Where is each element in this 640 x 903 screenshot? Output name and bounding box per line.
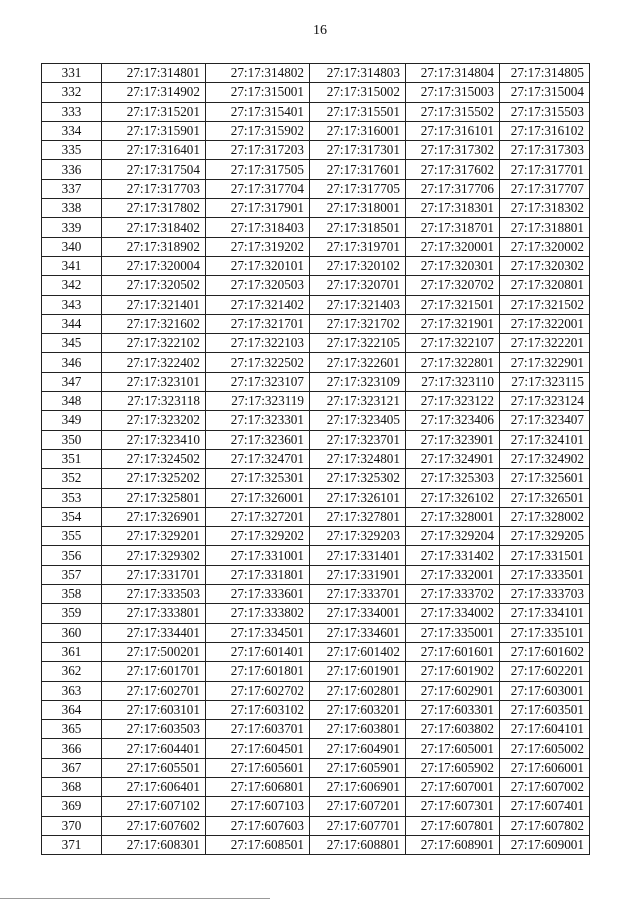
table-row — [42, 835, 590, 854]
cadastral-number-cell: 27:17:323115 — [500, 372, 590, 391]
cadastral-number-cell: 27:17:324502 — [102, 449, 206, 468]
row-number-cell: 362 — [42, 662, 102, 681]
table-row — [42, 218, 590, 237]
table-row — [42, 392, 590, 411]
cadastral-number-cell: 27:17:325302 — [310, 469, 406, 488]
row-number-cell: 369 — [42, 797, 102, 816]
cadastral-number-cell: 27:17:601801 — [206, 662, 310, 681]
cadastral-number-cell: 27:17:322502 — [206, 353, 310, 372]
cadastral-number-cell: 27:17:607201 — [310, 797, 406, 816]
cadastral-number-cell: 27:17:321501 — [406, 295, 500, 314]
cadastral-number-cell: 27:17:323122 — [406, 392, 500, 411]
cadastral-number-cell: 27:17:602901 — [406, 681, 500, 700]
row-number-cell: 341 — [42, 256, 102, 275]
cadastral-number-cell: 27:17:322201 — [500, 334, 590, 353]
cadastral-number-cell: 27:17:323410 — [102, 430, 206, 449]
table-row — [42, 314, 590, 333]
cadastral-number-cell: 27:17:314804 — [406, 64, 500, 83]
table-row — [42, 527, 590, 546]
cadastral-number-cell: 27:17:606401 — [102, 777, 206, 796]
cadastral-number-cell: 27:17:607701 — [310, 816, 406, 835]
row-number-cell: 367 — [42, 758, 102, 777]
cadastral-number-cell: 27:17:601902 — [406, 662, 500, 681]
cadastral-number-cell: 27:17:603503 — [102, 720, 206, 739]
table-row — [42, 681, 590, 700]
table-row — [42, 256, 590, 275]
cadastral-number-cell: 27:17:316001 — [310, 121, 406, 140]
cadastral-number-cell: 27:17:314801 — [102, 64, 206, 83]
row-number-cell: 368 — [42, 777, 102, 796]
cadastral-number-cell: 27:17:319701 — [310, 237, 406, 256]
cadastral-number-cell: 27:17:326501 — [500, 488, 590, 507]
table-row — [42, 565, 590, 584]
cadastral-number-cell: 27:17:315201 — [102, 102, 206, 121]
table-row — [42, 353, 590, 372]
cadastral-number-cell: 27:17:320502 — [102, 276, 206, 295]
table-row — [42, 623, 590, 642]
cadastral-number-cell: 27:17:607002 — [500, 777, 590, 796]
cadastral-number-cell: 27:17:332001 — [406, 565, 500, 584]
cadastral-number-cell: 27:17:331901 — [310, 565, 406, 584]
cadastral-number-cell: 27:17:321602 — [102, 314, 206, 333]
cadastral-number-cell: 27:17:331701 — [102, 565, 206, 584]
cadastral-number-cell: 27:17:603102 — [206, 700, 310, 719]
cadastral-number-cell: 27:17:334002 — [406, 604, 500, 623]
cadastral-number-cell: 27:17:607102 — [102, 797, 206, 816]
table-row — [42, 758, 590, 777]
table-row — [42, 488, 590, 507]
table-row — [42, 777, 590, 796]
cadastral-number-cell: 27:17:604101 — [500, 720, 590, 739]
row-number-cell: 350 — [42, 430, 102, 449]
cadastral-number-cell: 27:17:334401 — [102, 623, 206, 642]
cadastral-number-cell: 27:17:601602 — [500, 642, 590, 661]
cadastral-number-cell: 27:17:328001 — [406, 507, 500, 526]
table-row — [42, 334, 590, 353]
cadastral-number-cell: 27:17:322901 — [500, 353, 590, 372]
cadastral-number-cell: 27:17:324701 — [206, 449, 310, 468]
cadastral-number-cell: 27:17:603301 — [406, 700, 500, 719]
table-row — [42, 102, 590, 121]
row-number-cell: 363 — [42, 681, 102, 700]
cadastral-number-cell: 27:17:317901 — [206, 199, 310, 218]
cadastral-number-cell: 27:17:601901 — [310, 662, 406, 681]
row-number-cell: 351 — [42, 449, 102, 468]
table-row — [42, 64, 590, 83]
cadastral-number-cell: 27:17:607801 — [406, 816, 500, 835]
cadastral-number-cell: 27:17:317504 — [102, 160, 206, 179]
cadastral-number-cell: 27:17:320801 — [500, 276, 590, 295]
cadastral-number-cell: 27:17:317301 — [310, 141, 406, 160]
cadastral-number-cell: 27:17:329201 — [102, 527, 206, 546]
cadastral-number-cell: 27:17:604501 — [206, 739, 310, 758]
row-number-cell: 336 — [42, 160, 102, 179]
table-row — [42, 739, 590, 758]
cadastral-number-cell: 27:17:605501 — [102, 758, 206, 777]
cadastral-number-cell: 27:17:321702 — [310, 314, 406, 333]
cadastral-number-cell: 27:17:321403 — [310, 295, 406, 314]
cadastral-number-cell: 27:17:315004 — [500, 83, 590, 102]
cadastral-number-cell: 27:17:315001 — [206, 83, 310, 102]
cadastral-number-cell: 27:17:325202 — [102, 469, 206, 488]
cadastral-number-cell: 27:17:329203 — [310, 527, 406, 546]
cadastral-number-cell: 27:17:327801 — [310, 507, 406, 526]
cadastral-number-cell: 27:17:318001 — [310, 199, 406, 218]
cadastral-number-cell: 27:17:318501 — [310, 218, 406, 237]
row-number-cell: 371 — [42, 835, 102, 854]
cadastral-number-cell: 27:17:605902 — [406, 758, 500, 777]
cadastral-number-cell: 27:17:325801 — [102, 488, 206, 507]
cadastral-number-cell: 27:17:329204 — [406, 527, 500, 546]
table-row — [42, 546, 590, 565]
cadastral-number-cell: 27:17:321701 — [206, 314, 310, 333]
row-number-cell: 334 — [42, 121, 102, 140]
cadastral-number-cell: 27:17:609001 — [500, 835, 590, 854]
cadastral-number-cell: 27:17:315502 — [406, 102, 500, 121]
cadastral-number-cell: 27:17:314802 — [206, 64, 310, 83]
cadastral-number-cell: 27:17:314803 — [310, 64, 406, 83]
row-number-cell: 366 — [42, 739, 102, 758]
cadastral-number-cell: 27:17:323701 — [310, 430, 406, 449]
cadastral-number-cell: 27:17:320701 — [310, 276, 406, 295]
cadastral-number-cell: 27:17:315003 — [406, 83, 500, 102]
table-body — [42, 64, 590, 855]
cadastral-number-cell: 27:17:315501 — [310, 102, 406, 121]
row-number-cell: 344 — [42, 314, 102, 333]
cadastral-number-cell: 27:17:335101 — [500, 623, 590, 642]
cadastral-number-cell: 27:17:317706 — [406, 179, 500, 198]
cadastral-number-cell: 27:17:315902 — [206, 121, 310, 140]
cadastral-number-cell: 27:17:315503 — [500, 102, 590, 121]
cadastral-number-cell: 27:17:601401 — [206, 642, 310, 661]
row-number-cell: 352 — [42, 469, 102, 488]
row-number-cell: 338 — [42, 199, 102, 218]
cadastral-number-cell: 27:17:607602 — [102, 816, 206, 835]
cadastral-number-cell: 27:17:603201 — [310, 700, 406, 719]
row-number-cell: 361 — [42, 642, 102, 661]
table-row — [42, 816, 590, 835]
row-number-cell: 331 — [42, 64, 102, 83]
table-row — [42, 411, 590, 430]
table-row — [42, 372, 590, 391]
cadastral-number-cell: 27:17:331001 — [206, 546, 310, 565]
row-number-cell: 357 — [42, 565, 102, 584]
cadastral-number-cell: 27:17:325303 — [406, 469, 500, 488]
cadastral-number-cell: 27:17:326102 — [406, 488, 500, 507]
cadastral-number-cell: 27:17:605002 — [500, 739, 590, 758]
cadastral-number-cell: 27:17:608301 — [102, 835, 206, 854]
cadastral-number-cell: 27:17:321402 — [206, 295, 310, 314]
cadastral-number-cell: 27:17:326901 — [102, 507, 206, 526]
row-number-cell: 358 — [42, 585, 102, 604]
cadastral-number-cell: 27:17:320503 — [206, 276, 310, 295]
cadastral-number-cell: 27:17:334101 — [500, 604, 590, 623]
cadastral-number-cell: 27:17:323202 — [102, 411, 206, 430]
table-row — [42, 507, 590, 526]
cadastral-number-cell: 27:17:325301 — [206, 469, 310, 488]
cadastral-number-cell: 27:17:315401 — [206, 102, 310, 121]
cadastral-number-cell: 27:17:333501 — [500, 565, 590, 584]
cadastral-number-cell: 27:17:601402 — [310, 642, 406, 661]
cadastral-number-cell: 27:17:316401 — [102, 141, 206, 160]
cadastral-number-cell: 27:17:318902 — [102, 237, 206, 256]
cadastral-number-cell: 27:17:318403 — [206, 218, 310, 237]
cadastral-number-cell: 27:17:318302 — [500, 199, 590, 218]
cadastral-number-cell: 27:17:325601 — [500, 469, 590, 488]
row-number-cell: 337 — [42, 179, 102, 198]
cadastral-number-cell: 27:17:318701 — [406, 218, 500, 237]
cadastral-number-cell: 27:17:320302 — [500, 256, 590, 275]
cadastral-number-cell: 27:17:603501 — [500, 700, 590, 719]
cadastral-number-cell: 27:17:317601 — [310, 160, 406, 179]
cadastral-number-cell: 27:17:602702 — [206, 681, 310, 700]
cadastral-number-cell: 27:17:331501 — [500, 546, 590, 565]
cadastral-number-cell: 27:17:324901 — [406, 449, 500, 468]
cadastral-number-cell: 27:17:333503 — [102, 585, 206, 604]
cadastral-number-cell: 27:17:607603 — [206, 816, 310, 835]
table-row — [42, 199, 590, 218]
table-row — [42, 642, 590, 661]
row-number-cell: 370 — [42, 816, 102, 835]
table-row — [42, 141, 590, 160]
table-row — [42, 179, 590, 198]
row-number-cell: 347 — [42, 372, 102, 391]
table-row — [42, 121, 590, 140]
cadastral-number-cell: 27:17:605901 — [310, 758, 406, 777]
cadastral-number-cell: 27:17:331401 — [310, 546, 406, 565]
table-row — [42, 83, 590, 102]
cadastral-number-cell: 27:17:322103 — [206, 334, 310, 353]
cadastral-number-cell: 27:17:323405 — [310, 411, 406, 430]
row-number-cell: 349 — [42, 411, 102, 430]
cadastral-number-cell: 27:17:320004 — [102, 256, 206, 275]
cadastral-number-cell: 27:17:322102 — [102, 334, 206, 353]
cadastral-number-cell: 27:17:608501 — [206, 835, 310, 854]
cadastral-number-cell: 27:17:322601 — [310, 353, 406, 372]
cadastral-number-cell: 27:17:321401 — [102, 295, 206, 314]
table-row — [42, 797, 590, 816]
cadastral-number-cell: 27:17:320002 — [500, 237, 590, 256]
cadastral-number-cell: 27:17:327201 — [206, 507, 310, 526]
row-number-cell: 335 — [42, 141, 102, 160]
cadastral-number-cell: 27:17:324801 — [310, 449, 406, 468]
cadastral-number-cell: 27:17:601601 — [406, 642, 500, 661]
row-number-cell: 353 — [42, 488, 102, 507]
row-number-cell: 333 — [42, 102, 102, 121]
cadastral-number-cell: 27:17:324902 — [500, 449, 590, 468]
row-number-cell: 364 — [42, 700, 102, 719]
cadastral-number-cell: 27:17:317701 — [500, 160, 590, 179]
row-number-cell: 354 — [42, 507, 102, 526]
cadastral-number-cell: 27:17:323121 — [310, 392, 406, 411]
footer-rule — [0, 898, 270, 899]
row-number-cell: 346 — [42, 353, 102, 372]
table-row — [42, 662, 590, 681]
cadastral-number-cell: 27:17:334601 — [310, 623, 406, 642]
cadastral-number-cell: 27:17:323119 — [206, 392, 310, 411]
table-row — [42, 469, 590, 488]
cadastral-number-cell: 27:17:333801 — [102, 604, 206, 623]
row-number-cell: 355 — [42, 527, 102, 546]
row-number-cell: 356 — [42, 546, 102, 565]
cadastral-number-cell: 27:17:606801 — [206, 777, 310, 796]
cadastral-number-cell: 27:17:317802 — [102, 199, 206, 218]
cadastral-number-cell: 27:17:606001 — [500, 758, 590, 777]
cadastral-number-cell: 27:17:320702 — [406, 276, 500, 295]
cadastral-number-cell: 27:17:323901 — [406, 430, 500, 449]
cadastral-number-cell: 27:17:329205 — [500, 527, 590, 546]
cadastral-number-cell: 27:17:333703 — [500, 585, 590, 604]
cadastral-number-cell: 27:17:326001 — [206, 488, 310, 507]
cadastral-number-cell: 27:17:333601 — [206, 585, 310, 604]
cadastral-number-cell: 27:17:322107 — [406, 334, 500, 353]
cadastral-number-cell: 27:17:331801 — [206, 565, 310, 584]
cadastral-number-cell: 27:17:321901 — [406, 314, 500, 333]
cadastral-number-cell: 27:17:602801 — [310, 681, 406, 700]
table-row — [42, 276, 590, 295]
cadastral-number-cell: 27:17:329302 — [102, 546, 206, 565]
table-row — [42, 160, 590, 179]
row-number-cell: 339 — [42, 218, 102, 237]
cadastral-number-cell: 27:17:608901 — [406, 835, 500, 854]
cadastral-number-cell: 27:17:607802 — [500, 816, 590, 835]
cadastral-number-cell: 27:17:608801 — [310, 835, 406, 854]
cadastral-number-cell: 27:17:322105 — [310, 334, 406, 353]
cadastral-number-cell: 27:17:605601 — [206, 758, 310, 777]
row-number-cell: 365 — [42, 720, 102, 739]
table-row — [42, 585, 590, 604]
cadastral-number-cell: 27:17:318801 — [500, 218, 590, 237]
table-row — [42, 604, 590, 623]
cadastral-number-cell: 27:17:316102 — [500, 121, 590, 140]
cadastral-number-cell: 27:17:317705 — [310, 179, 406, 198]
cadastral-number-cell: 27:17:603801 — [310, 720, 406, 739]
cadastral-number-cell: 27:17:319202 — [206, 237, 310, 256]
table-row — [42, 237, 590, 256]
cadastral-number-cell: 27:17:323301 — [206, 411, 310, 430]
cadastral-number-cell: 27:17:317707 — [500, 179, 590, 198]
cadastral-number-cell: 27:17:322001 — [500, 314, 590, 333]
row-number-cell: 332 — [42, 83, 102, 102]
cadastral-number-cell: 27:17:607103 — [206, 797, 310, 816]
cadastral-number-cell: 27:17:324101 — [500, 430, 590, 449]
cadastral-number-cell: 27:17:500201 — [102, 642, 206, 661]
cadastral-number-cell: 27:17:317703 — [102, 179, 206, 198]
cadastral-number-cell: 27:17:323601 — [206, 430, 310, 449]
cadastral-number-cell: 27:17:314902 — [102, 83, 206, 102]
cadastral-number-cell: 27:17:326101 — [310, 488, 406, 507]
cadastral-number-cell: 27:17:314805 — [500, 64, 590, 83]
cadastral-number-cell: 27:17:604901 — [310, 739, 406, 758]
cadastral-number-cell: 27:17:328002 — [500, 507, 590, 526]
cadastral-number-cell: 27:17:602701 — [102, 681, 206, 700]
cadastral-number-cell: 27:17:607001 — [406, 777, 500, 796]
cadastral-number-cell: 27:17:605001 — [406, 739, 500, 758]
table-row — [42, 430, 590, 449]
row-number-cell: 343 — [42, 295, 102, 314]
cadastral-number-cell: 27:17:317602 — [406, 160, 500, 179]
cadastral-number-cell: 27:17:323124 — [500, 392, 590, 411]
cadastral-numbers-table — [41, 63, 590, 855]
cadastral-number-cell: 27:17:315002 — [310, 83, 406, 102]
cadastral-number-cell: 27:17:607301 — [406, 797, 500, 816]
row-number-cell: 342 — [42, 276, 102, 295]
cadastral-number-cell: 27:17:315901 — [102, 121, 206, 140]
cadastral-number-cell: 27:17:322801 — [406, 353, 500, 372]
cadastral-number-cell: 27:17:601701 — [102, 662, 206, 681]
cadastral-number-cell: 27:17:335001 — [406, 623, 500, 642]
cadastral-number-cell: 27:17:329202 — [206, 527, 310, 546]
cadastral-number-cell: 27:17:317704 — [206, 179, 310, 198]
cadastral-number-cell: 27:17:334001 — [310, 604, 406, 623]
table-row — [42, 720, 590, 739]
row-number-cell: 359 — [42, 604, 102, 623]
table-row — [42, 449, 590, 468]
cadastral-number-cell: 27:17:603802 — [406, 720, 500, 739]
cadastral-number-cell: 27:17:606901 — [310, 777, 406, 796]
cadastral-number-cell: 27:17:334501 — [206, 623, 310, 642]
cadastral-number-cell: 27:17:320101 — [206, 256, 310, 275]
cadastral-number-cell: 27:17:333802 — [206, 604, 310, 623]
cadastral-number-cell: 27:17:323406 — [406, 411, 500, 430]
cadastral-number-cell: 27:17:323107 — [206, 372, 310, 391]
row-number-cell: 360 — [42, 623, 102, 642]
cadastral-number-cell: 27:17:317505 — [206, 160, 310, 179]
cadastral-number-cell: 27:17:603101 — [102, 700, 206, 719]
cadastral-number-cell: 27:17:317203 — [206, 141, 310, 160]
cadastral-number-cell: 27:17:603701 — [206, 720, 310, 739]
row-number-cell: 340 — [42, 237, 102, 256]
cadastral-number-cell: 27:17:323407 — [500, 411, 590, 430]
cadastral-number-cell: 27:17:320301 — [406, 256, 500, 275]
cadastral-number-cell: 27:17:316101 — [406, 121, 500, 140]
cadastral-number-cell: 27:17:323118 — [102, 392, 206, 411]
table-row — [42, 700, 590, 719]
row-number-cell: 345 — [42, 334, 102, 353]
table-row — [42, 295, 590, 314]
cadastral-number-cell: 27:17:333701 — [310, 585, 406, 604]
page-number: 16 — [313, 23, 327, 38]
cadastral-number-cell: 27:17:317302 — [406, 141, 500, 160]
cadastral-number-cell: 27:17:331402 — [406, 546, 500, 565]
cadastral-number-cell: 27:17:603001 — [500, 681, 590, 700]
cadastral-number-cell: 27:17:323109 — [310, 372, 406, 391]
row-number-cell: 348 — [42, 392, 102, 411]
cadastral-number-cell: 27:17:321502 — [500, 295, 590, 314]
cadastral-number-cell: 27:17:323101 — [102, 372, 206, 391]
cadastral-number-cell: 27:17:320102 — [310, 256, 406, 275]
cadastral-number-cell: 27:17:607401 — [500, 797, 590, 816]
cadastral-number-cell: 27:17:318301 — [406, 199, 500, 218]
cadastral-number-cell: 27:17:604401 — [102, 739, 206, 758]
cadastral-number-cell: 27:17:602201 — [500, 662, 590, 681]
cadastral-number-cell: 27:17:317303 — [500, 141, 590, 160]
cadastral-number-cell: 27:17:323110 — [406, 372, 500, 391]
cadastral-number-cell: 27:17:320001 — [406, 237, 500, 256]
cadastral-number-cell: 27:17:318402 — [102, 218, 206, 237]
cadastral-number-cell: 27:17:322402 — [102, 353, 206, 372]
cadastral-number-cell: 27:17:333702 — [406, 585, 500, 604]
